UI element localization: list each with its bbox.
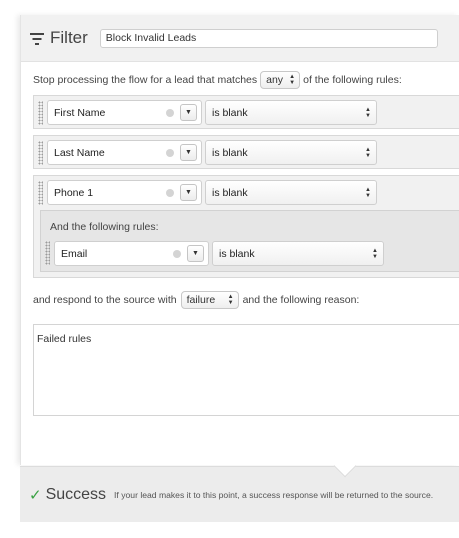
match-type-value: any	[266, 74, 284, 86]
outcome-value: failure	[186, 294, 216, 306]
respond-line-suffix: and the following reason:	[242, 294, 360, 306]
success-description: If your lead makes it to this point, a success response will be returned to the source.	[114, 489, 434, 500]
field-picker[interactable]	[54, 241, 209, 266]
field-name: Last Name	[54, 146, 105, 159]
match-type-select[interactable]	[260, 71, 300, 89]
respond-line-prefix: and respond to the source with	[33, 294, 177, 306]
select-arrows-icon: ▲ ▼	[289, 74, 296, 86]
select-arrows-icon: ▲ ▼	[227, 294, 234, 306]
info-icon[interactable]	[166, 149, 174, 157]
select-arrows-icon: ▲ ▼	[365, 147, 371, 159]
nested-rules-title: And the following rules:	[50, 221, 159, 233]
field-picker[interactable]	[47, 100, 202, 125]
drag-handle-icon[interactable]	[38, 141, 43, 165]
field-dropdown-button[interactable]: ▼	[187, 245, 204, 262]
stop-line-prefix: Stop processing the flow for a lead that matches	[33, 74, 258, 86]
operator-select[interactable]	[205, 100, 377, 125]
select-arrows-icon: ▲ ▼	[365, 107, 371, 119]
reason-textarea[interactable]: Failed rules	[33, 324, 459, 416]
field-name: Email	[61, 247, 88, 260]
operator-select[interactable]	[205, 180, 377, 205]
operator-value: is blank	[212, 146, 248, 159]
info-icon[interactable]	[166, 189, 174, 197]
rule-row	[33, 175, 459, 278]
field-picker[interactable]	[47, 180, 202, 205]
drag-handle-icon[interactable]	[38, 101, 43, 125]
field-dropdown-button[interactable]: ▼	[180, 184, 197, 201]
filter-name-input[interactable]	[100, 29, 438, 48]
rule-row	[33, 95, 459, 129]
field-name: Phone 1	[54, 186, 94, 199]
drag-handle-icon[interactable]	[38, 181, 43, 205]
select-arrows-icon: ▲ ▼	[365, 187, 371, 199]
filter-card	[20, 15, 459, 465]
nested-rules-group	[40, 210, 459, 272]
operator-select[interactable]	[205, 140, 377, 165]
success-step	[20, 466, 459, 522]
field-dropdown-button[interactable]: ▼	[180, 144, 197, 161]
checkmark-icon: ✓	[29, 486, 42, 504]
info-icon[interactable]	[166, 109, 174, 117]
outcome-select[interactable]	[181, 291, 239, 309]
drag-handle-icon[interactable]	[45, 241, 50, 265]
stop-processing-line	[33, 71, 402, 89]
stop-line-suffix: of the following rules:	[303, 74, 402, 86]
filter-title: Filter	[50, 28, 88, 47]
operator-value: is blank	[212, 106, 248, 119]
operator-select[interactable]	[212, 241, 384, 266]
info-icon[interactable]	[173, 250, 181, 258]
filter-header	[21, 15, 459, 62]
operator-value: is blank	[212, 186, 248, 199]
operator-value: is blank	[219, 247, 255, 260]
select-arrows-icon: ▲ ▼	[372, 248, 378, 260]
rule-row	[33, 135, 459, 169]
field-dropdown-button[interactable]: ▼	[180, 104, 197, 121]
field-name: First Name	[54, 106, 106, 119]
success-title: Success	[45, 485, 107, 503]
respond-line	[33, 291, 359, 309]
field-picker[interactable]	[47, 140, 202, 165]
filter-icon	[30, 33, 44, 45]
